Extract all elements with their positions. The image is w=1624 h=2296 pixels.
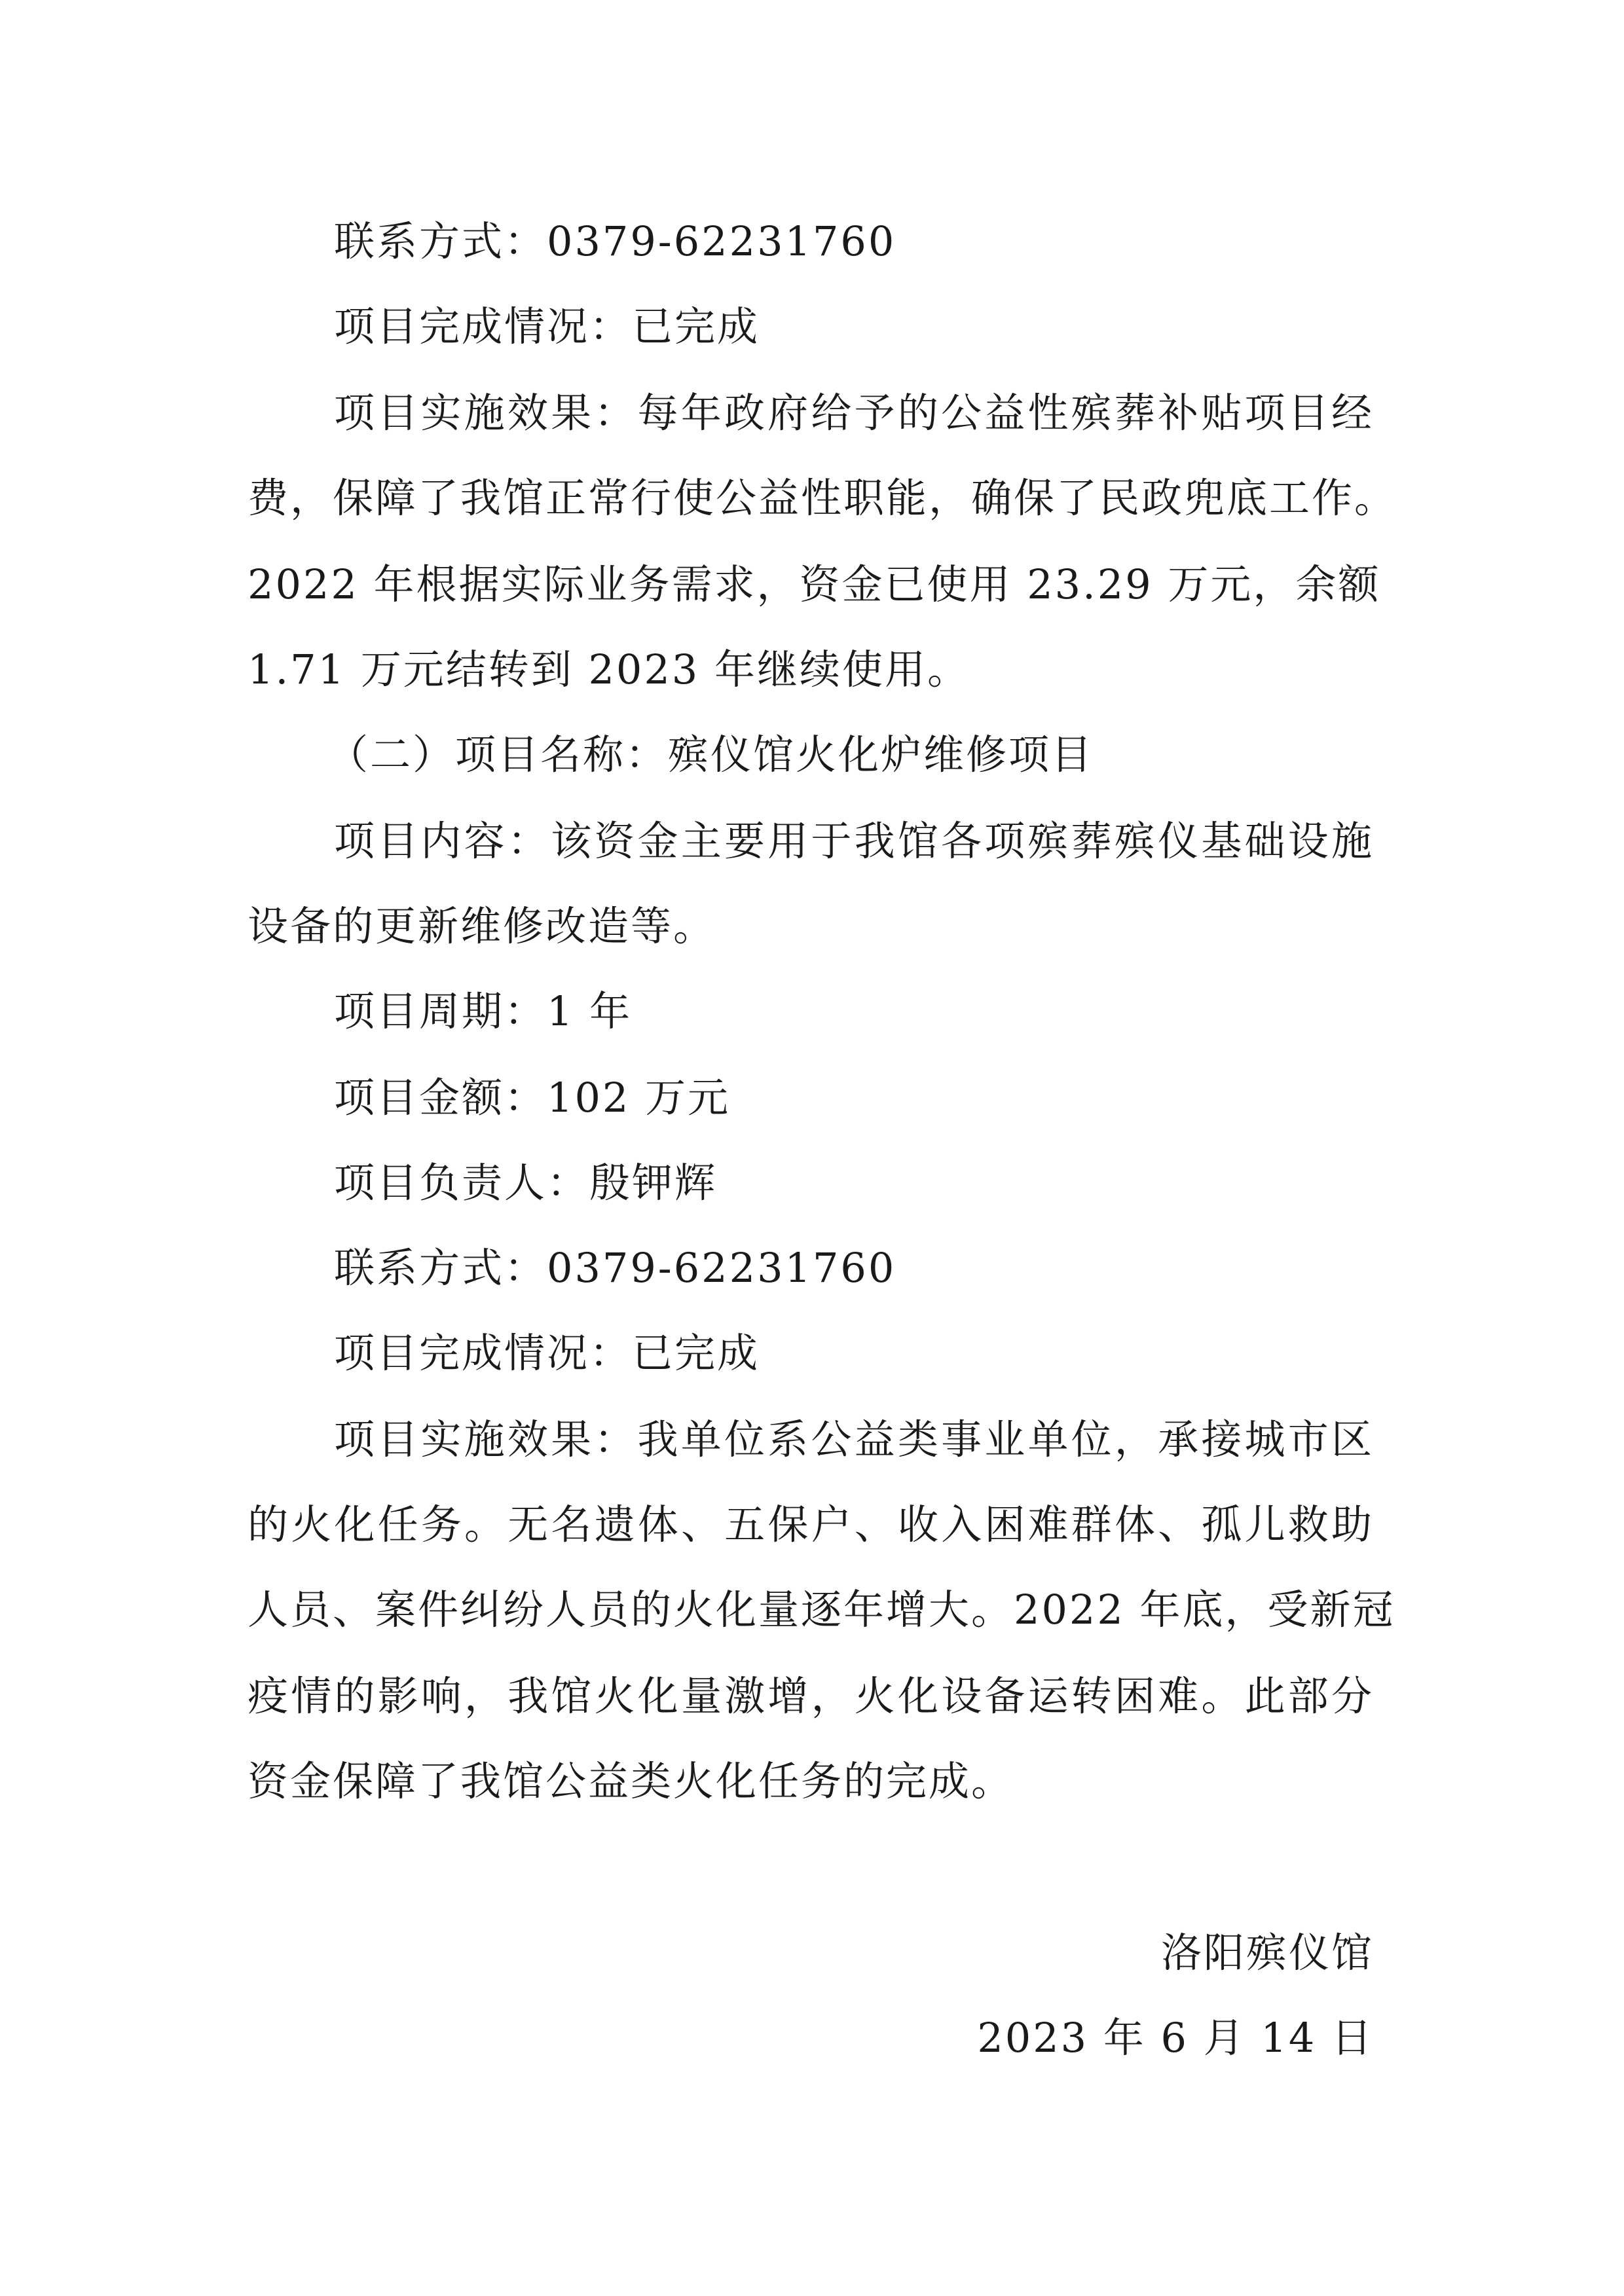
effect-1-line-1: 项目实施效果：每年政府给予的公益性殡葬补贴项目经 [334,389,1374,437]
effect-1-line-2: 费，保障了我馆正常行使公益性职能，确保了民政兜底工作。 [248,474,1397,522]
project-2-content-line-2: 设备的更新维修改造等。 [248,902,716,950]
effect-1-line-3: 2022 年根据实际业务需求，资金已使用 23.29 万元，余额 [248,560,1381,608]
effect-2-line-3: 人员、案件纠纷人员的火化量逐年增大。2022 年底，受新冠 [248,1586,1395,1633]
effect-2-line-2: 的火化任务。无名遗体、五保户、收入困难群体、孤儿救助 [248,1501,1374,1548]
effect-1-line-4: 1.71 万元结转到 2023 年继续使用。 [248,646,970,693]
completion-line-1: 项目完成情况：已完成 [334,302,760,350]
project-2-amount: 项目金额：102 万元 [334,1074,731,1121]
project-2-contact: 联系方式：0379-62231760 [334,1244,896,1292]
effect-2-line-4: 疫情的影响，我馆火化量激增，火化设备运转困难。此部分 [248,1672,1374,1720]
project-2-leader: 项目负责人：殷钾辉 [334,1159,718,1207]
effect-2-line-5: 资金保障了我馆公益类火化任务的完成。 [248,1757,1014,1805]
signature-organization: 洛阳殡仪馆 [1160,1929,1374,1977]
project-2-content-line-1: 项目内容：该资金主要用于我馆各项殡葬殡仪基础设施 [334,817,1374,865]
project-2-heading: （二）项目名称：殡仪馆火化炉维修项目 [327,731,1094,778]
signature-date: 2023 年 6 月 14 日 [977,2014,1374,2062]
effect-2-line-1: 项目实施效果：我单位系公益类事业单位，承接城市区 [334,1415,1374,1463]
contact-line-1: 联系方式：0379-62231760 [334,217,896,265]
project-2-completion: 项目完成情况：已完成 [334,1329,760,1377]
project-2-period: 项目周期：1 年 [334,987,633,1035]
